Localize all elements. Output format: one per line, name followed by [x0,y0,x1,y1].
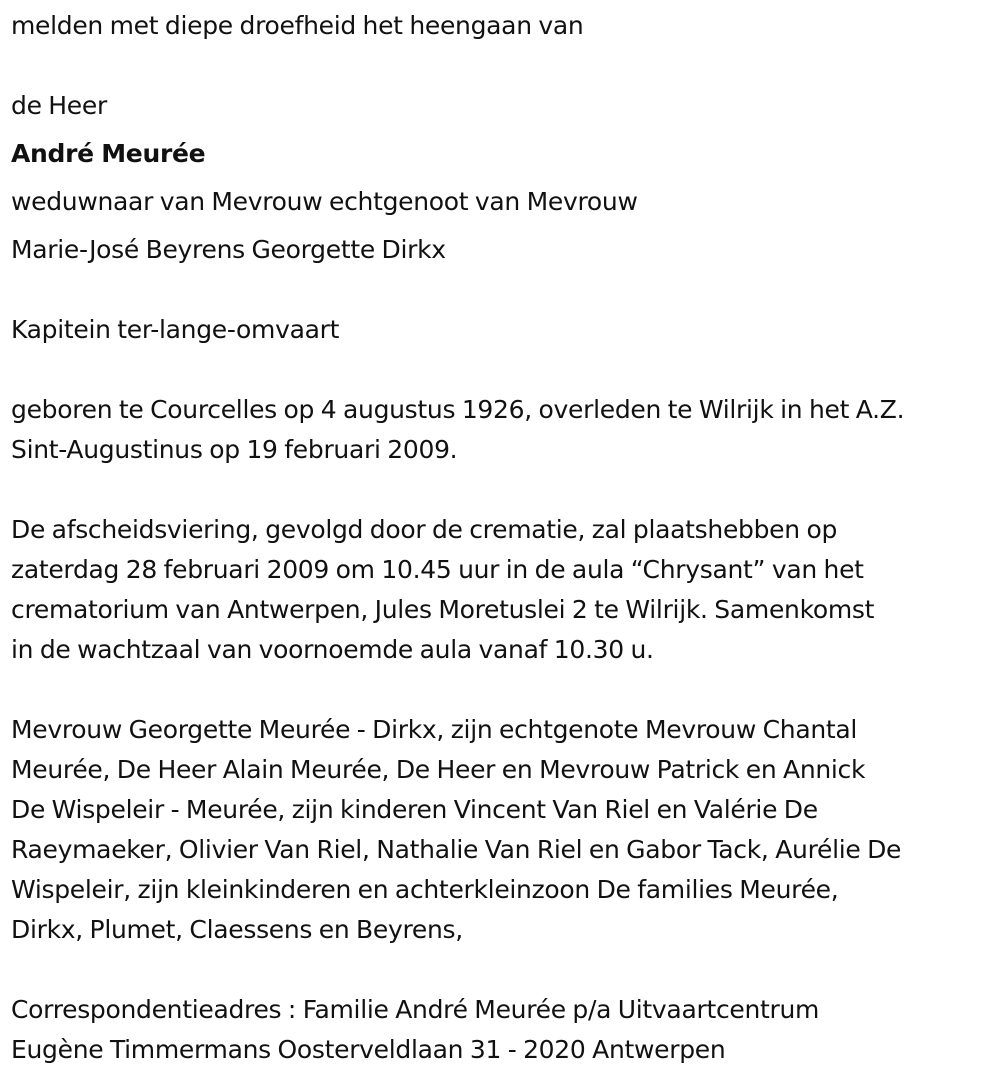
family-line: Dirkx, Plumet, Claessens en Beyrens, [11,915,463,944]
family-line: Wispeleir, zijn kleinkinderen en achterkleinzoon De families Meurée, [11,875,839,904]
birth-death-line: geboren te Courcelles op 4 augustus 1926, overleden te Wilrijk in het A.Z. [11,395,905,424]
ceremony-line: De afscheidsviering, gevolgd door de crematie, zal plaatshebben op [11,515,838,544]
ceremony-line: in de wachtzaal van voornoemde aula vanaf 10.30 u. [11,635,654,664]
ceremony-line: zaterdag 28 februari 2009 om 10.45 uur in de aula “Chrysant” van het [11,555,864,584]
correspondence-line: Eugène Timmermans Oosterveldlaan 31 - 2020 Antwerpen [11,1035,726,1064]
profession-text: Kapitein ter-lange-omvaart [11,315,340,344]
relation-line-2: Marie-José Beyrens Georgette Dirkx [11,235,446,264]
ceremony-line: crematorium van Antwerpen, Jules Moretuslei 2 te Wilrijk. Samenkomst [11,595,875,624]
family-line: Meurée, De Heer Alain Meurée, De Heer en Mevrouw Patrick en Annick [11,755,866,784]
family-line: De Wispeleir - Meurée, zijn kinderen Vincent Van Riel en Valérie De [11,795,818,824]
deceased-name: André Meurée [11,139,206,168]
relation-line-1: weduwnaar van Mevrouw echtgenoot van Mevrouw [11,187,638,216]
family-line: Raeymaeker, Olivier Van Riel, Nathalie Van Riel en Gabor Tack, Aurélie De [11,835,902,864]
family-line: Mevrouw Georgette Meurée - Dirkx, zijn echtgenote Mevrouw Chantal [11,715,858,744]
birth-death-line: Sint-Augustinus op 19 februari 2009. [11,435,458,464]
title-prefix: de Heer [11,91,107,120]
intro-text: melden met diepe droefheid het heengaan van [11,11,584,40]
correspondence-line: Correspondentieadres : Familie André Meurée p/a Uitvaartcentrum [11,995,820,1024]
